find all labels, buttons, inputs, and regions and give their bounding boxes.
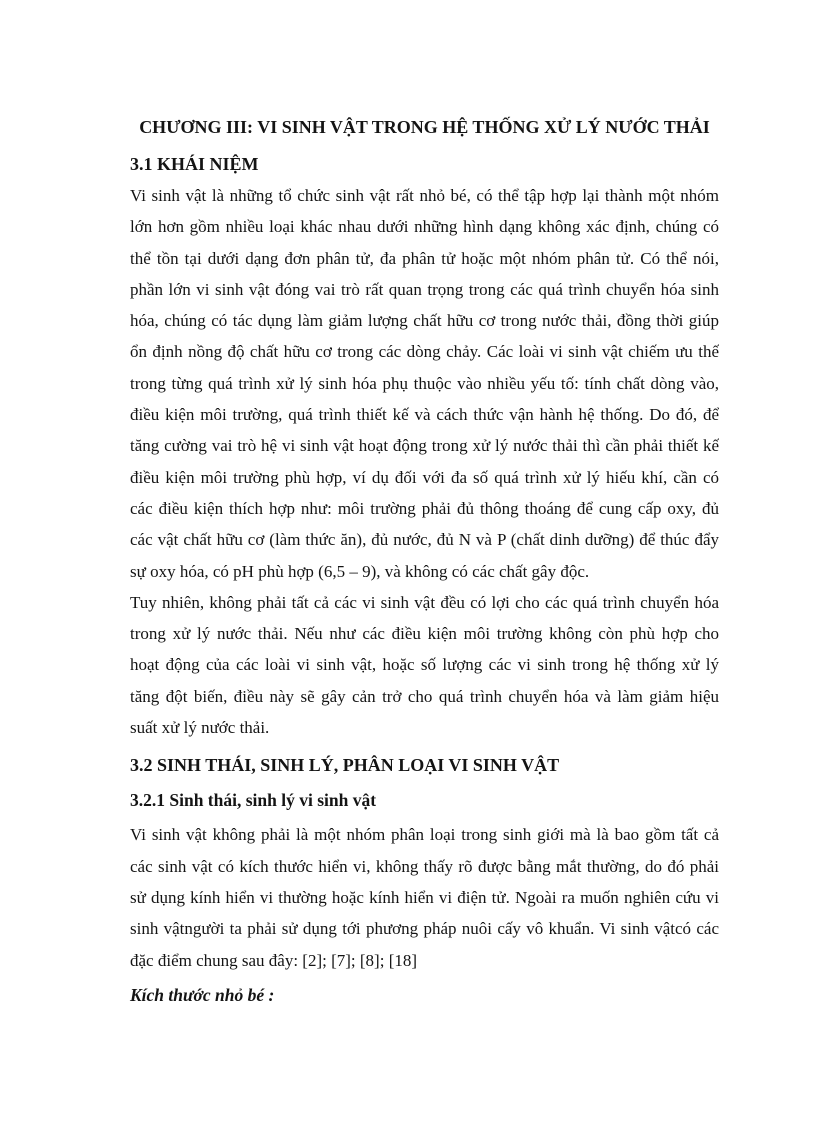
text-line: phần lớn vi sinh vật đóng vai trò rất quan trọng trong các quá trình chuyển hóa sinh [130,279,719,299]
text-line: hóa, chúng có tác dụng làm giảm lượng chất hữu cơ trong nước thải, đồng thời giúp [130,311,719,331]
paragraph-khai-niem-2 [130,587,719,743]
text-line: Vi sinh vật là những tổ chức sinh vật rất nhỏ bé, có thể tập hợp lại thành một nhóm [130,186,719,205]
page-content [130,112,719,1011]
section-3-1-heading: 3.1 KHÁI NIỆM [130,154,259,174]
paragraph-khai-niem-1 [130,180,719,587]
text-line: thể tồn tại dưới dạng đơn phân tử, đa phân tử hoặc một nhóm phân tử. Có thể nói, [130,248,719,268]
text-line: tăng đột biến, điều này sẽ gây cản trở cho quá trình chuyển hóa và làm giảm hiệu [130,686,719,706]
text-line: suất xử lý nước thải. [130,718,270,738]
text-line: trong xử lý nước thải. Nếu như các điều kiện môi trường không còn phù hợp cho [130,624,719,644]
chapter-title: CHƯƠNG III: VI SINH VẬT TRONG HỆ THỐNG XỬ LÝ NƯỚC THẢI [139,117,710,137]
text-line: các điều kiện thích hợp như: môi trường phải đủ thông thoáng để cung cấp oxy, đủ [130,498,719,518]
text-line: trong từng quá trình xử lý sinh hóa phụ thuộc vào nhiều yếu tố: tính chất dòng vào, [130,373,719,393]
text-line: tăng cường vai trò hệ vi sinh vật hoạt động trong xử lý nước thải thì cần phải thiết kế [130,436,719,456]
text-line: hoạt động của các loài vi sinh vật, hoặc số lượng các vi sinh trong hệ thống xử lý [130,655,719,675]
text-line: sinh vậtngười ta phải sử dụng tới phương pháp nuôi cấy vô khuẩn. Vi sinh vậtcó các [130,919,719,939]
text-line: các sinh vật có kích thước hiển vi, không thấy rõ được bằng mắt thường, do đó phải [130,856,719,876]
text-line: các vật chất hữu cơ (làm thức ăn), đủ nước, đủ N và P (chất dinh dưỡng) để thúc đẩy [130,530,719,550]
text-line: đặc điểm chung sau đây: [2]; [7]; [8]; [18] [130,950,418,970]
section-3-2-heading: 3.2 SINH THÁI, SINH LÝ, PHÂN LOẠI VI SINH VẬT [130,755,560,776]
text-line: điều kiện môi trường phù hợp, ví dụ đối với đa số quá trình xử lý hiếu khí, cần có [130,467,719,487]
paragraph-sinh-thai [130,819,719,975]
feature-heading-kich-thuoc: Kích thước nhỏ bé : [130,984,275,1005]
section-3-2-1-heading: 3.2.1 Sinh thái, sinh lý vi sinh vật [130,790,377,811]
text-line: lớn hơn gồm nhiều loại khác nhau dưới những hình dạng không xác định, chúng có [130,217,719,237]
text-line: sự oxy hóa, có pH phù hợp (6,5 – 9), và không có các chất gây độc. [130,561,590,581]
text-line: sử dụng kính hiển vi thường hoặc kính hiển vi điện tử. Ngoài ra muốn nghiên cứu vi [130,887,719,907]
text-line: Tuy nhiên, không phải tất cả các vi sinh vật đều có lợi cho các quá trình chuyển hóa [130,592,719,612]
text-line: điều kiện môi trường, quá trình thiết kế và cách thức vận hành hệ thống. Do đó, để [130,405,719,425]
text-line: ổn định nồng độ chất hữu cơ trong các dòng chảy. Các loài vi sinh vật chiếm ưu thế [130,342,719,362]
text-line: Vi sinh vật không phải là một nhóm phân loại trong sinh giới mà là bao gồm tất cả [130,825,719,845]
